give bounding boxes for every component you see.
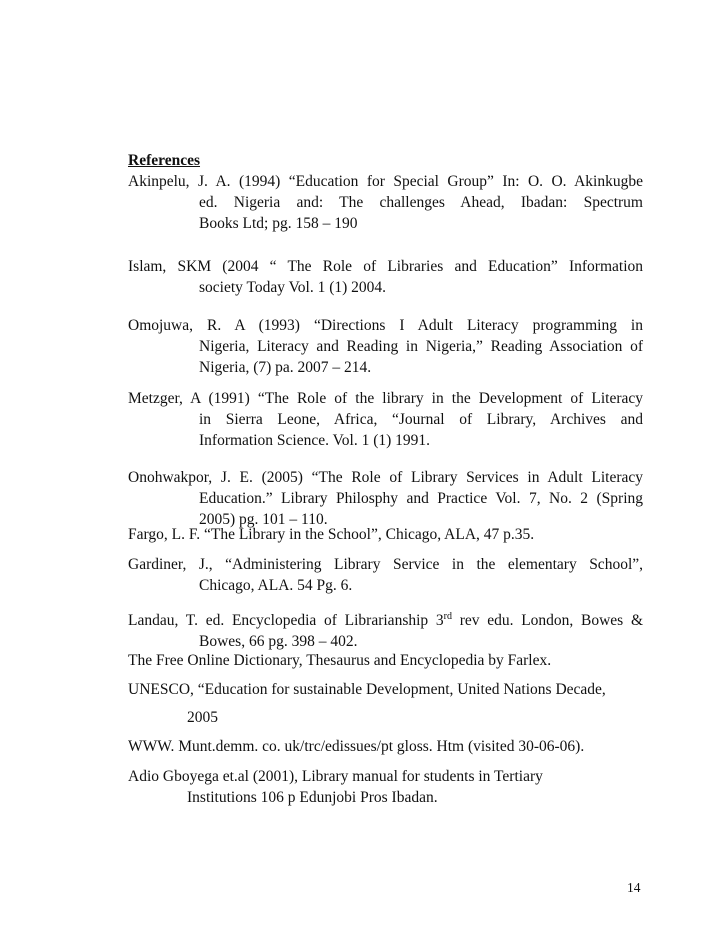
reference-line: Akinpelu, J. A. (1994) “Education for Special Group” In: O. O. Akinkugbe: [128, 173, 643, 190]
reference-adio-line-2: Institutions 106 p Edunjobi Pros Ibadan.: [187, 789, 438, 806]
reference-line: society Today Vol. 1 (1) 2004.: [199, 278, 387, 296]
reference-gardiner: [128, 555, 643, 597]
reference-landau: [128, 611, 643, 653]
reference-line: Onohwakpor, J. E. (2005) “The Role of Library Services in Adult Literacy: [128, 469, 643, 486]
reference-line: Education.” Library Philosphy and Practice Vol. 7, No. 2 (Spring: [199, 489, 643, 507]
reference-islam: [128, 257, 643, 299]
reference-line: Omojuwa, R. A (1993) “Directions I Adult Literacy programming in: [128, 317, 643, 334]
reference-line: ed. Nigeria and: The challenges Ahead, Ibadan: Spectrum: [199, 193, 643, 211]
reference-free-online: The Free Online Dictionary, Thesaurus and Encyclopedia by Farlex.: [128, 652, 552, 669]
reference-akinpelu: [128, 172, 643, 234]
reference-onohwakpor: [128, 468, 643, 530]
references-heading: References: [128, 152, 201, 169]
reference-line: Books Ltd; pg. 158 – 190: [199, 214, 358, 232]
reference-unesco-line-2: 2005: [187, 709, 218, 726]
reference-omojuwa: [128, 316, 643, 378]
reference-line: 2005) pg. 101 – 110.: [199, 510, 328, 528]
ordinal-superscript: rd: [443, 610, 452, 622]
reference-line: Nigeria, Literacy and Reading in Nigeria,” Reading Association of: [199, 337, 643, 355]
reference-metzger: [128, 389, 643, 451]
reference-line: Chicago, ALA. 54 Pg. 6.: [199, 576, 353, 594]
reference-text: Landau, T. ed. Encyclopedia of Librarianship 3: [128, 612, 444, 629]
page-number: 14: [627, 880, 641, 895]
reference-line: [128, 611, 643, 632]
reference-www: WWW. Munt.demm. co. uk/trc/edissues/pt gloss. Htm (visited 30-06-06).: [128, 738, 585, 755]
reference-adio: Adio Gboyega et.al (2001), Library manual for students in Tertiary: [128, 768, 543, 785]
reference-line: Islam, SKM (2004 “ The Role of Libraries and Education” Information: [128, 258, 643, 275]
reference-line: Gardiner, J., “Administering Library Service in the elementary School”,: [128, 556, 643, 573]
reference-line: Metzger, A (1991) “The Role of the library in the Development of Literacy: [128, 390, 643, 407]
reference-line: Nigeria, (7) pa. 2007 – 214.: [199, 358, 372, 376]
reference-line: Information Science. Vol. 1 (1) 1991.: [199, 431, 431, 449]
reference-fargo: Fargo, L. F. “The Library in the School”, Chicago, ALA, 47 p.35.: [128, 526, 535, 543]
reference-unesco: UNESCO, “Education for sustainable Development, United Nations Decade,: [128, 681, 606, 698]
reference-line: Bowes, 66 pg. 398 – 402.: [199, 632, 358, 650]
reference-text: rev edu. London, Bowes &: [451, 612, 643, 629]
reference-line: in Sierra Leone, Africa, “Journal of Library, Archives and: [199, 410, 643, 428]
